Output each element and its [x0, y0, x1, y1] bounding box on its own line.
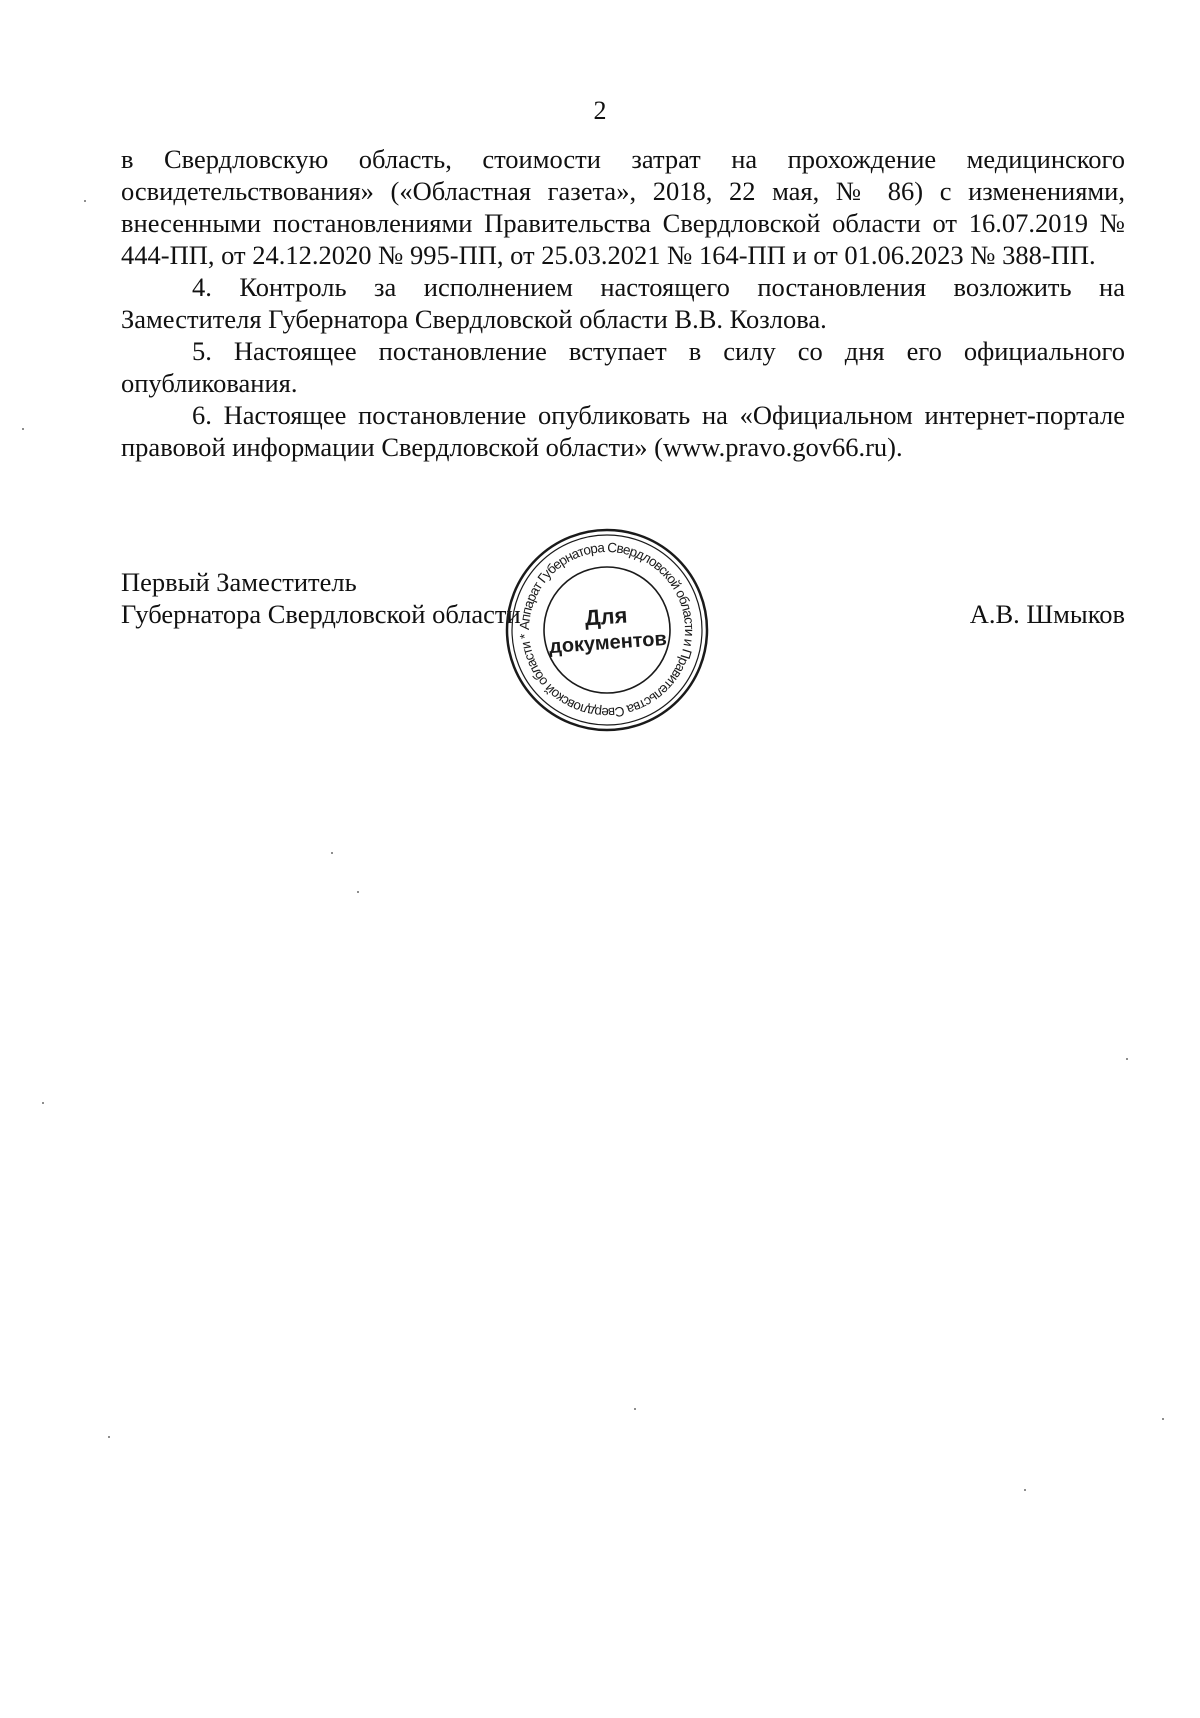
- paragraph-5: 5. Настоящее постановление вступает в силу со дня его официального опубликования.: [121, 336, 1125, 398]
- stamp-ring-text: Аппарат Губернатора Свердловской области и Правительства Свердловской области *: [516, 539, 698, 721]
- stamp-center-line-1: Для: [583, 602, 629, 631]
- paragraph-continuation: в Свердловскую область, стоимости затрат на прохождение медицинского освидетельствования» («Областная газета», 2018, 22 мая, № 86) с изменениями, внесенными постановлениями Правительства Свердловской области от 16.07.2019 № 444-ПП, от 24.12.2020 № 995-ПП, от 25.03.2021 № 164-ПП и от 01.06.2023 № 388-ПП.: [121, 144, 1125, 270]
- scan-speck: [331, 852, 333, 854]
- page-number: 2: [593, 96, 607, 125]
- stamp-center-line-2: документов: [548, 627, 668, 659]
- scan-speck: [42, 1102, 44, 1104]
- signatory-position: [121, 566, 521, 630]
- scan-speck: [634, 1408, 636, 1410]
- scan-speck: [1024, 1489, 1026, 1491]
- document-body: [121, 143, 1125, 463]
- scan-speck: [1162, 1418, 1164, 1420]
- scan-speck: [357, 891, 359, 893]
- scan-speck: [22, 428, 24, 430]
- stamp-outer-ring-inner: [512, 535, 702, 725]
- paragraph-4: 4. Контроль за исполнением настоящего постановления возложить на Заместителя Губернатора Свердловской области В.В. Козлова.: [121, 272, 1125, 334]
- stamp-seal: [504, 527, 710, 733]
- signatory-name: А.В. Шмыков: [969, 599, 1125, 629]
- scan-speck: [1126, 1058, 1128, 1060]
- stamp-outer-ring: [507, 530, 707, 730]
- scan-speck: [84, 200, 86, 202]
- signatory-position-line-1: Первый Заместитель: [121, 567, 357, 597]
- official-stamp: [504, 527, 710, 733]
- signatory-position-line-2: Губернатора Свердловской области: [121, 599, 521, 629]
- scan-speck: [108, 1436, 110, 1438]
- paragraph-6: 6. Настоящее постановление опубликовать на «Официальном интернет-портале правовой информации Свердловской области» (www.pravo.gov66.ru).: [121, 400, 1125, 462]
